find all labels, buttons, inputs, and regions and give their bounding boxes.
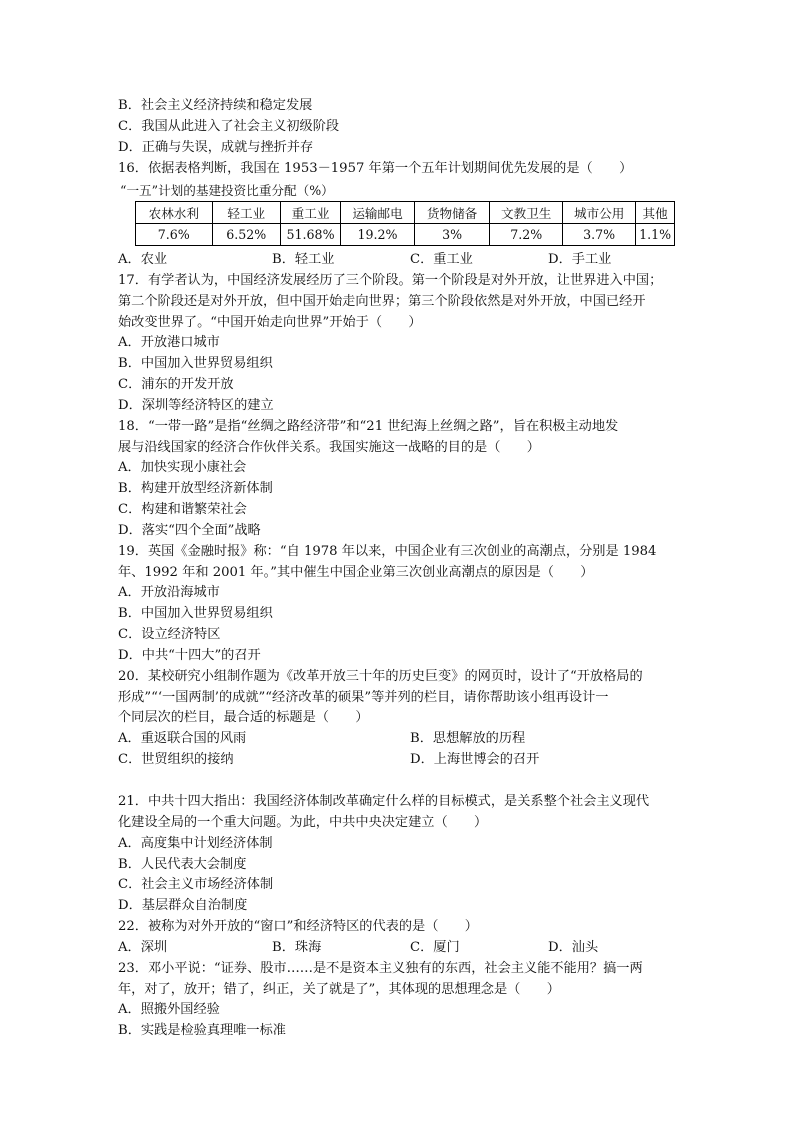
q21-stem-line: 21．中共十四大指出：我国经济体制改革确定什么样的目标模式，是关系整个社会主义现代 [118, 794, 650, 809]
investment-table [135, 201, 675, 246]
table-value-cell: 51.68% [280, 224, 340, 246]
q23-stem-line: 年，对了，放开；错了，纠正，关了就是了”，其体现的思想理念是（ ） [118, 982, 560, 997]
q21-option-b: B．人民代表大会制度 [118, 857, 247, 872]
q18-stem-line: 18．“一带一路”是指“丝绸之路经济带”和“21 世纪海上丝绸之路”，旨在积极主动地发 [118, 419, 619, 434]
q19-option-a: A．开放沿海城市 [118, 585, 220, 600]
table-caption: “一五”计划的基建投资比重分配（%） [120, 183, 334, 198]
table-value-cell: 19.2% [341, 224, 415, 246]
q22-stem: 22．被称为对外开放的“窗口”和经济特区的代表的是（ ） [118, 919, 478, 934]
q22-option-d: D．汕头 [548, 940, 599, 955]
table-header-cell: 重工业 [280, 202, 340, 224]
table-value-cell: 1.1% [636, 224, 675, 246]
q19-stem-line: 19．英国《金融时报》称：“自 1978 年以来，中国企业有三次创业的高潮点，分别是 1984 [118, 544, 657, 559]
table-value-cell: 3% [414, 224, 489, 246]
q15-option-b: B．社会主义经济持续和稳定发展 [118, 98, 313, 113]
q23-option-b: B．实践是检验真理唯一标准 [118, 1023, 286, 1038]
q20-stem-line: 形成”“‘一国两制’的成就”“经济改革的硕果”等并列的栏目，请你帮助该小组再设计一 [118, 690, 609, 705]
q16-option-a: A．农业 [118, 252, 168, 267]
q17-option-b: B．中国加入世界贸易组织 [118, 356, 273, 371]
table-value-cell: 7.2% [490, 224, 563, 246]
q19-option-b: B．中国加入世界贸易组织 [118, 606, 273, 621]
q20-option-d: D．上海世博会的召开 [410, 752, 540, 767]
q17-stem-line: 始改变世界了。“中国开始走向世界”开始于（ ） [118, 315, 422, 330]
q20-stem-line: 个同层次的栏目，最合适的标题是（ ） [118, 710, 369, 725]
q20-option-b: B．思想解放的历程 [410, 731, 526, 746]
q16-option-d: D．手工业 [548, 252, 612, 267]
q18-option-b: B．构建开放型经济新体制 [118, 481, 273, 496]
q17-option-a: A．开放港口城市 [118, 335, 220, 350]
q20-stem-line: 20．某校研究小组制作题为《改革开放三十年的历史巨变》的网页时，设计了“开放格局的 [118, 669, 643, 684]
table-header-cell: 文教卫生 [490, 202, 563, 224]
q18-stem-line: 展与沿线国家的经济合作伙伴关系。我国实施这一战略的目的是（ ） [118, 440, 540, 455]
q16-option-b: B．轻工业 [272, 252, 335, 267]
table-header-cell: 货物储备 [414, 202, 489, 224]
q15-option-c: C．我国从此进入了社会主义初级阶段 [118, 119, 340, 134]
q17-stem-line: 17．有学者认为，中国经济发展经历了三个阶段。第一个阶段是对外开放，让世界进入中国； [118, 273, 663, 288]
table-value-cell: 3.7% [563, 224, 636, 246]
table-value-cell: 6.52% [212, 224, 280, 246]
q17-option-c: C．浦东的开发开放 [118, 377, 234, 392]
q19-option-c: C．设立经济特区 [118, 627, 221, 642]
table-header-row [136, 202, 675, 224]
q22-option-c: C．厦门 [410, 940, 460, 955]
table-header-cell: 其他 [636, 202, 675, 224]
table-header-cell: 城市公用 [563, 202, 636, 224]
q21-option-c: C．社会主义市场经济体制 [118, 877, 274, 892]
table-header-cell: 农林水利 [136, 202, 213, 224]
q17-option-d: D．深圳等经济特区的建立 [118, 398, 274, 413]
q21-option-a: A．高度集中计划经济体制 [118, 836, 273, 851]
q20-option-a: A．重返联合国的风雨 [118, 731, 247, 746]
table-value-cell: 7.6% [136, 224, 213, 246]
q17-stem-line: 第二个阶段还是对外开放，但中国开始走向世界；第三个阶段依然是对外开放，中国已经开 [118, 294, 646, 309]
q21-stem-line: 化建设全局的一个重大问题。为此，中共中央决定建立（ ） [118, 815, 488, 830]
q19-stem-line: 年、1992 年和 2001 年。”其中催生中国企业第三次创业高潮点的原因是（ ） [118, 565, 594, 580]
q15-option-d: D．正确与失误，成就与挫折并存 [118, 140, 314, 155]
table-header-cell: 运输邮电 [341, 202, 415, 224]
q16-stem: 16．依据表格判断，我国在 1953－1957 年第一个五年计划期间优先发展的是（ ） [118, 161, 633, 176]
q23-option-a: A．照搬外国经验 [118, 1002, 220, 1017]
table-header-cell: 轻工业 [212, 202, 280, 224]
table-value-row [136, 224, 675, 246]
q16-option-c: C．重工业 [410, 252, 473, 267]
q19-option-d: D．中共“十四大”的召开 [118, 648, 261, 663]
q22-option-a: A．深圳 [118, 940, 168, 955]
q22-option-b: B．珠海 [272, 940, 322, 955]
q18-option-d: D．落实“四个全面”战略 [118, 523, 261, 538]
q23-stem-line: 23．邓小平说：“证券、股市……是不是资本主义独有的东西，社会主义能不能用？搞一两 [118, 961, 643, 976]
q21-option-d: D．基层群众自治制度 [118, 898, 248, 913]
q18-option-c: C．构建和谐繁荣社会 [118, 502, 247, 517]
q18-option-a: A．加快实现小康社会 [118, 460, 247, 475]
q20-option-c: C．世贸组织的接纳 [118, 752, 234, 767]
